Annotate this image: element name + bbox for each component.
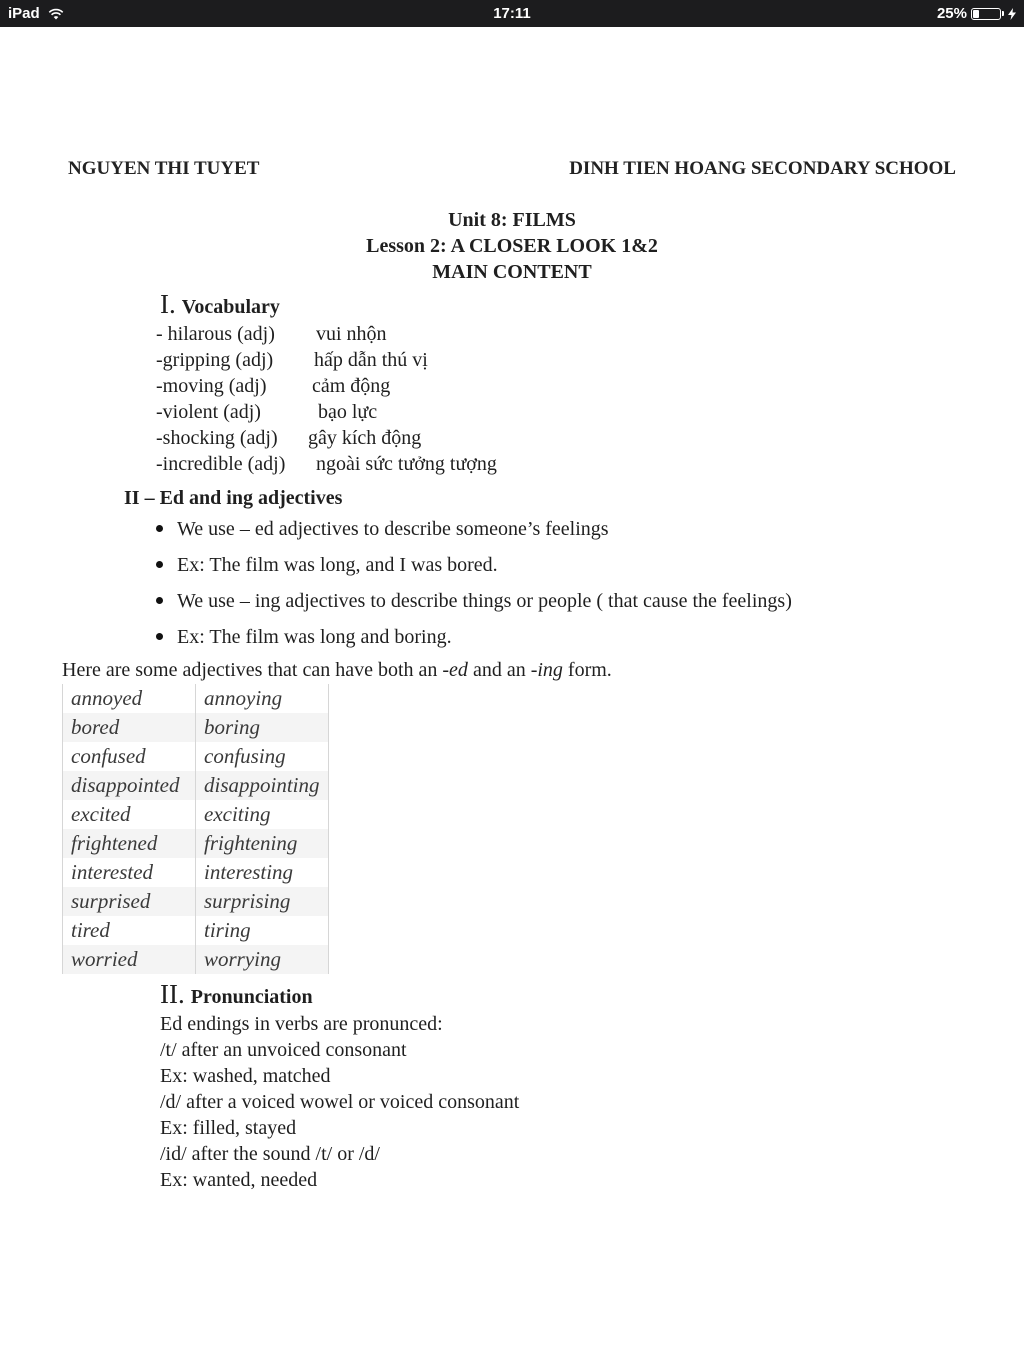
ed-adjective: bored: [63, 713, 196, 742]
ing-adjective: frightening: [196, 829, 329, 858]
ed-adjective: disappointed: [63, 771, 196, 800]
vocab-term: -moving (adj): [156, 375, 267, 397]
ing-adjective: surprising: [196, 887, 329, 916]
adjectives-intro: Here are some adjectives that can have both an -ed and an -ing form.: [62, 659, 612, 681]
vocab-term: -shocking (adj): [156, 427, 278, 449]
ed-adjective: annoyed: [63, 684, 196, 713]
device-name: iPad: [8, 5, 40, 22]
ing-adjective: disappointing: [196, 771, 329, 800]
vocabulary-heading: [160, 289, 280, 320]
table-row: [63, 713, 329, 742]
lesson-title: Lesson 2: A CLOSER LOOK 1&2: [366, 235, 658, 257]
ed-adjective: confused: [63, 742, 196, 771]
vocab-meaning: vui nhộn: [316, 323, 387, 345]
vocab-term: -violent (adj): [156, 401, 261, 423]
vocab-meaning: ngoài sức tưởng tượng: [316, 453, 497, 475]
bullet-icon: [156, 525, 163, 532]
ed-adjective: surprised: [63, 887, 196, 916]
adjectives-table: [62, 684, 329, 974]
ed-adjective: worried: [63, 945, 196, 974]
charging-bolt-icon: [1008, 8, 1016, 20]
ing-adjective: interesting: [196, 858, 329, 887]
status-bar: [0, 0, 1024, 27]
bullet-item: Ex: The film was long and boring.: [156, 626, 452, 649]
table-row: [63, 771, 329, 800]
bullet-item: We use – ed adjectives to describe someone’s feelings: [156, 518, 609, 541]
battery-tip: [1002, 11, 1004, 16]
school-name: DINH TIEN HOANG SECONDARY SCHOOL: [569, 158, 956, 179]
pronunciation-line: Ex: wanted, needed: [160, 1169, 318, 1191]
pronunciation-line: /d/ after a voiced wowel or voiced consonant: [160, 1091, 520, 1113]
vocab-meaning: cảm động: [312, 375, 391, 397]
main-content-title: MAIN CONTENT: [432, 261, 592, 283]
bullet-icon: [156, 561, 163, 568]
pronunciation-line: /id/ after the sound /t/ or /d/: [160, 1143, 380, 1165]
ed-adjective: excited: [63, 800, 196, 829]
vocab-term: - hilarous (adj): [156, 323, 275, 345]
table-row: [63, 858, 329, 887]
pronunciation-line: Ed endings in verbs are pronunced:: [160, 1013, 443, 1035]
ed-ing-heading: II – Ed and ing adjectives: [124, 487, 343, 509]
vocab-meaning: bạo lực: [318, 401, 378, 423]
clock: 17:11: [493, 5, 531, 22]
table-row: [63, 742, 329, 771]
table-row: [63, 829, 329, 858]
table-row: [63, 800, 329, 829]
ing-adjective: tiring: [196, 916, 329, 945]
ing-adjective: boring: [196, 713, 329, 742]
vocab-term: -gripping (adj): [156, 349, 274, 371]
bullet-item: Ex: The film was long, and I was bored.: [156, 554, 498, 577]
ing-adjective: annoying: [196, 684, 329, 713]
pronunciation-heading-text: Pronunciation: [190, 986, 313, 1008]
vocabulary-heading-text: Vocabulary: [181, 296, 280, 318]
table-row: [63, 684, 329, 713]
pronunciation-line: Ex: filled, stayed: [160, 1117, 297, 1139]
table-row: [63, 945, 329, 974]
bullet-icon: [156, 597, 163, 604]
bullet-item: We use – ing adjectives to describe things or people ( that cause the feelings): [156, 590, 792, 613]
ed-adjective: frightened: [63, 829, 196, 858]
ed-adjective: tired: [63, 916, 196, 945]
ing-adjective: exciting: [196, 800, 329, 829]
table-row: [63, 887, 329, 916]
table-row: [63, 916, 329, 945]
bullet-icon: [156, 633, 163, 640]
pronunciation-heading: [160, 979, 313, 1010]
author-name: NGUYEN THI TUYET: [68, 158, 260, 179]
ed-adjective: interested: [63, 858, 196, 887]
pronunciation-line: /t/ after an unvoiced consonant: [160, 1039, 407, 1061]
vocab-meaning: hấp dẫn thú vị: [314, 349, 428, 371]
ing-adjective: worrying: [196, 945, 329, 974]
battery-percent: 25%: [936, 5, 967, 22]
ing-adjective: confusing: [196, 742, 329, 771]
unit-title: Unit 8: FILMS: [448, 209, 576, 231]
section-numeral: II.: [160, 979, 185, 1009]
section-numeral: I.: [160, 289, 176, 319]
vocab-meaning: gây kích động: [308, 427, 422, 449]
battery-icon: [971, 8, 1001, 20]
pronunciation-line: Ex: washed, matched: [160, 1065, 331, 1087]
vocab-term: -incredible (adj): [156, 453, 286, 475]
